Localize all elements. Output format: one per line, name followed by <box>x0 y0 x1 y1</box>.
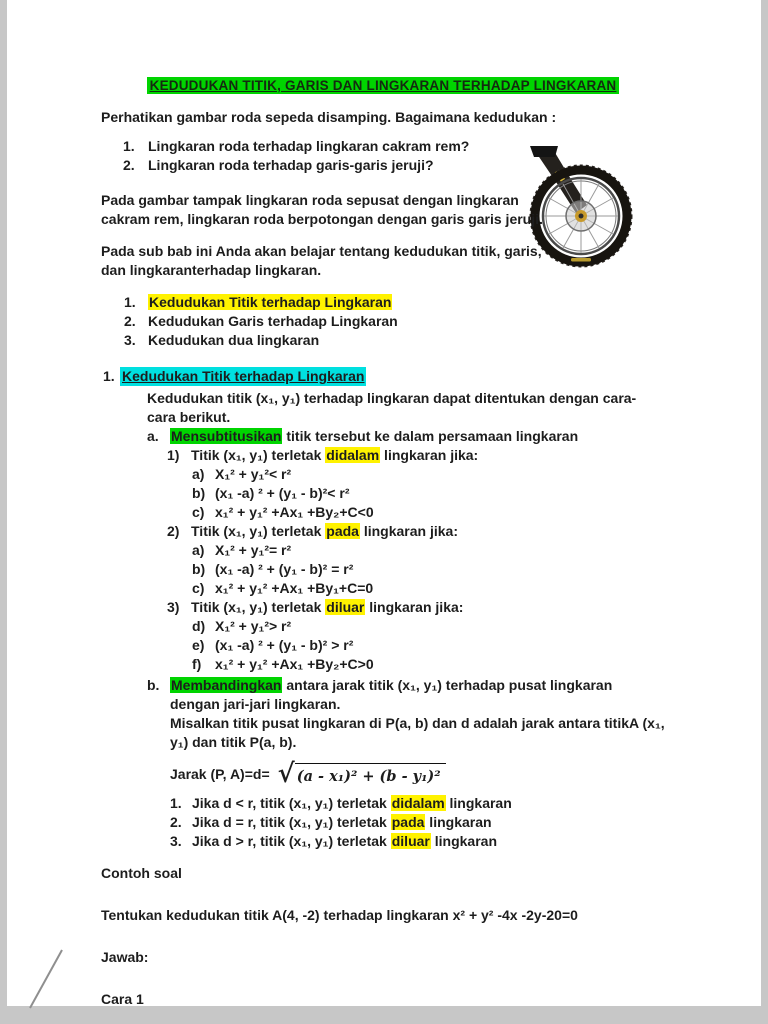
equation: (x₁ -a) ² + (y₁ - b)² = r² <box>215 561 354 577</box>
equation-label: d) <box>192 618 206 634</box>
highlighted-term: pada <box>326 523 359 539</box>
equation-label: b) <box>192 485 206 501</box>
item-label: b. <box>147 677 160 693</box>
section-number: 1. <box>103 368 115 384</box>
answer-label: Jawab: <box>101 949 149 965</box>
list-number: 2. <box>124 313 136 329</box>
rule-item <box>170 794 665 813</box>
case-text <box>191 446 665 465</box>
case-number: 2) <box>167 523 180 539</box>
case-pre: Titik (x₁, y₁) terletak <box>191 447 326 463</box>
case-number: 3) <box>167 599 180 615</box>
case-pre: Titik (x₁, y₁) terletak <box>191 599 326 615</box>
case-pre: Titik (x₁, y₁) terletak <box>191 523 326 539</box>
case-number: 1) <box>167 447 180 463</box>
distance-prefix: Jarak (P, A)=d= <box>170 765 270 782</box>
highlighted-term: diluar <box>326 599 365 615</box>
equation-label: c) <box>192 504 205 520</box>
section-lead: Kedudukan titik (x₁, y₁) terhadap lingkaran dapat ditentukan dengan cara-cara berikut. <box>147 390 637 425</box>
method-a <box>147 427 665 446</box>
equation-label: b) <box>192 561 206 577</box>
equation-row <box>192 579 665 598</box>
item-label: a. <box>147 428 159 444</box>
topic-list <box>124 293 665 350</box>
equation-label: e) <box>192 637 205 653</box>
document-content <box>7 0 761 1009</box>
equation: X₁² + y₁²> r² <box>215 618 292 634</box>
rule-number: 1. <box>170 795 182 811</box>
equation-row <box>192 617 665 636</box>
case-heading <box>167 522 665 541</box>
rule-item <box>170 832 665 851</box>
list-text: Kedudukan Garis terhadap Lingkaran <box>148 313 398 329</box>
list-item <box>123 137 665 156</box>
list-number: 1. <box>123 138 135 154</box>
example-problem: Tentukan kedudukan titik A(4, -2) terhadap lingkaran x² + y² -4x -2y-20=0 <box>101 907 578 923</box>
list-text: Lingkaran roda terhadap garis-garis jeruji? <box>148 157 434 173</box>
rule-pre: Jika d < r, titik (x₁, y₁) terletak <box>192 795 391 811</box>
equation-row <box>192 560 665 579</box>
equation: x₁² + y₁² +Ax₁ +By₁+C=0 <box>215 580 374 596</box>
question-list <box>123 137 665 175</box>
example-heading: Contoh soal <box>101 865 182 881</box>
rule-text <box>192 794 665 813</box>
equation: X₁² + y₁²< r² <box>215 466 292 482</box>
equation: (x₁ -a) ² + (y₁ - b)²< r² <box>215 485 350 501</box>
rule-post: lingkaran <box>445 795 512 811</box>
radicand: (a - x₁)² + (b - y₁)² <box>295 763 446 786</box>
list-text: Kedudukan dua lingkaran <box>148 332 320 348</box>
list-item <box>124 312 665 331</box>
rule-item <box>170 813 665 832</box>
equation-label: f) <box>192 656 202 672</box>
case-post: lingkaran jika: <box>359 523 458 539</box>
equation-label: a) <box>192 466 205 482</box>
item-text-rest: titik tersebut ke dalam persamaan lingkaran <box>282 428 579 444</box>
equation-row <box>192 503 665 522</box>
rule-post: lingkaran <box>425 814 492 830</box>
highlighted-topic: Kedudukan Titik terhadap Lingkaran <box>149 294 392 310</box>
item-text-rest: antara jarak titik (x₁, y₁) terhadap pusat lingkaran dengan jari-jari lingkaran. <box>170 677 613 712</box>
paragraph-observation: Pada gambar tampak lingkaran roda sepusat dengan lingkaran cakram rem, lingkaran roda berpotongan dengan garis garis jeruji. <box>101 192 543 227</box>
highlighted-term: Mensubtitusikan <box>171 428 282 444</box>
equation: (x₁ -a) ² + (y₁ - b)² > r² <box>215 637 354 653</box>
case-post: lingkaran jika: <box>380 447 479 463</box>
rule-post: lingkaran <box>430 833 497 849</box>
equation: X₁² + y₁²= r² <box>215 542 292 558</box>
method-b-detail: Misalkan titik pusat lingkaran di P(a, b) dan d adalah jarak antara titikA (x₁, y₁) dan titik P(a, b). <box>170 715 665 750</box>
equation: x₁² + y₁² +Ax₁ +By₂+C>0 <box>215 656 374 672</box>
case-text <box>191 598 665 617</box>
list-number: 2. <box>123 157 135 173</box>
rule-pre: Jika d = r, titik (x₁, y₁) terletak <box>192 814 391 830</box>
radical-sign-icon: √ <box>277 759 295 789</box>
case-post: lingkaran jika: <box>365 599 464 615</box>
title-row <box>101 76 665 95</box>
highlighted-term: didalam <box>391 795 445 811</box>
section-heading <box>103 367 665 386</box>
rule-number: 3. <box>170 833 182 849</box>
distance-formula <box>170 759 665 789</box>
document-title: KEDUDUKAN TITIK, GARIS DAN LINGKARAN TERHADAP LINGKARAN <box>147 77 620 94</box>
list-number: 3. <box>124 332 136 348</box>
equation-row <box>192 465 665 484</box>
highlighted-term: Membandingkan <box>171 677 282 693</box>
rule-number: 2. <box>170 814 182 830</box>
rule-text <box>192 832 665 851</box>
equation-row <box>192 655 665 674</box>
list-item <box>124 293 665 312</box>
square-root-expression <box>277 759 446 789</box>
case-heading <box>167 446 665 465</box>
distance-rules <box>170 794 665 851</box>
section-title: Kedudukan Titik terhadap Lingkaran <box>122 368 365 384</box>
list-text <box>148 293 665 312</box>
paragraph-overview: Pada sub bab ini Anda akan belajar tentang kedudukan titik, garis, dan lingkaranterhadap lingkaran. <box>101 243 542 278</box>
highlighted-term: pada <box>391 814 425 830</box>
equation-row <box>192 636 665 655</box>
list-text: Lingkaran roda terhadap lingkaran cakram rem? <box>148 138 470 154</box>
case-heading <box>167 598 665 617</box>
equation-label: a) <box>192 542 205 558</box>
list-item <box>124 331 665 350</box>
highlighted-term: didalam <box>326 447 380 463</box>
equation-row <box>192 484 665 503</box>
intro-paragraph: Perhatikan gambar roda sepeda disamping. Bagaimana kedudukan : <box>101 109 557 125</box>
item-text <box>170 427 665 446</box>
equation: x₁² + y₁² +Ax₁ +By₂+C<0 <box>215 504 374 520</box>
list-number: 1. <box>124 294 136 310</box>
rule-pre: Jika d > r, titik (x₁, y₁) terletak <box>192 833 391 849</box>
equation-label: c) <box>192 580 205 596</box>
method-b <box>147 676 665 714</box>
method-label: Cara 1 <box>101 991 144 1007</box>
highlighted-term: diluar <box>391 833 430 849</box>
case-text <box>191 522 665 541</box>
list-item <box>123 156 665 175</box>
document-page <box>7 0 761 1006</box>
equation-row <box>192 541 665 560</box>
item-text <box>170 676 665 714</box>
rule-text <box>192 813 665 832</box>
